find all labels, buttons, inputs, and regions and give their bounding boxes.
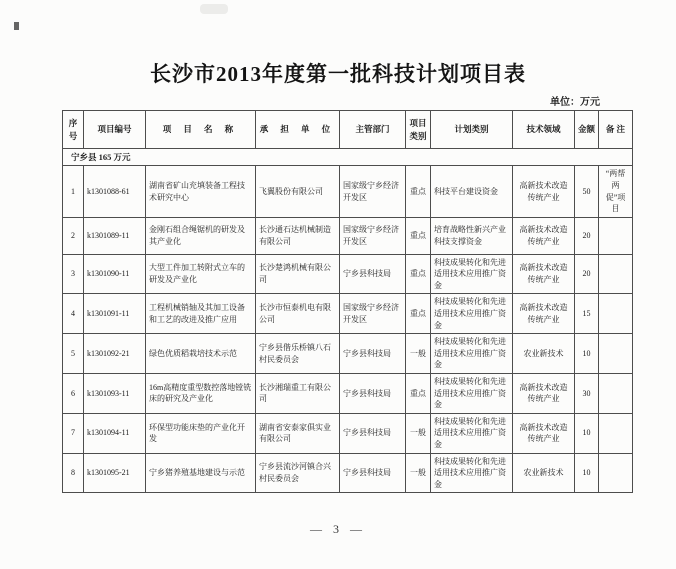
cell-seq: 1 xyxy=(63,166,84,217)
cell-amount: 10 xyxy=(575,413,599,453)
cell-authority: 宁乡县科技局 xyxy=(340,453,406,493)
cell-project-no: k1301091-11 xyxy=(84,294,146,334)
table-row xyxy=(63,374,633,414)
cell-authority: 国家级宁乡经济开发区 xyxy=(340,294,406,334)
cell-undertaker: 宁乡县流沙河镇合兴村民委员会 xyxy=(256,453,340,493)
cell-authority: 宁乡县科技局 xyxy=(340,254,406,294)
header-project-no: 项目编号 xyxy=(84,111,146,149)
cell-project-no: k1301090-11 xyxy=(84,254,146,294)
page-title: 长沙市2013年度第一批科技计划项目表 xyxy=(150,62,526,86)
header-seq: 序号 xyxy=(63,111,84,149)
scan-smudge-artifact xyxy=(200,4,228,14)
section-row xyxy=(63,149,633,166)
header-plan-category: 计划类别 xyxy=(431,111,513,149)
cell-project-type: 重点 xyxy=(406,217,431,254)
cell-project-type: 一般 xyxy=(406,413,431,453)
cell-plan-category: 培育战略性新兴产业科技支撑资金 xyxy=(431,217,513,254)
cell-project-type: 一般 xyxy=(406,334,431,374)
cell-plan-category: 科技成果转化和先进适用技术应用推广资金 xyxy=(431,413,513,453)
section-label: 宁乡县 165 万元 xyxy=(63,149,633,166)
table-row xyxy=(63,453,633,493)
cell-amount: 30 xyxy=(575,374,599,414)
cell-amount: 15 xyxy=(575,294,599,334)
cell-tech-field: 农业新技术 xyxy=(513,334,575,374)
header-tech-field: 技术领域 xyxy=(513,111,575,149)
cell-authority: 宁乡县科技局 xyxy=(340,413,406,453)
cell-remark xyxy=(599,334,633,374)
cell-project-name: 金刚石组合绳锯机的研发及其产业化 xyxy=(146,217,256,254)
cell-plan-category: 科技成果转化和先进适用技术应用推广资金 xyxy=(431,254,513,294)
cell-project-no: k1301094-11 xyxy=(84,413,146,453)
cell-remark xyxy=(599,217,633,254)
cell-project-name: 工程机械销轴及其加工设备和工艺的改进及推广应用 xyxy=(146,294,256,334)
table-header-row xyxy=(63,111,633,149)
cell-undertaker: 长沙市恒泰机电有限公司 xyxy=(256,294,340,334)
scan-speck-artifact xyxy=(14,22,19,30)
cell-project-no: k1301095-21 xyxy=(84,453,146,493)
cell-amount: 20 xyxy=(575,217,599,254)
cell-seq: 7 xyxy=(63,413,84,453)
cell-tech-field: 高新技术改造传统产业 xyxy=(513,166,575,217)
cell-plan-category: 科技平台建设资金 xyxy=(431,166,513,217)
project-table xyxy=(62,110,633,493)
cell-tech-field: 高新技术改造传统产业 xyxy=(513,294,575,334)
cell-remark xyxy=(599,413,633,453)
cell-project-no: k1301092-21 xyxy=(84,334,146,374)
table-row xyxy=(63,334,633,374)
cell-project-type: 重点 xyxy=(406,166,431,217)
cell-remark xyxy=(599,254,633,294)
cell-project-no: k1301088-61 xyxy=(84,166,146,217)
table-row xyxy=(63,254,633,294)
cell-amount: 10 xyxy=(575,453,599,493)
cell-project-name: 大型工件加工转附式立车的研发及产业化 xyxy=(146,254,256,294)
cell-remark xyxy=(599,453,633,493)
header-project-type: 项目类别 xyxy=(406,111,431,149)
project-table-wrapper xyxy=(62,110,629,493)
table-row xyxy=(63,166,633,217)
cell-amount: 50 xyxy=(575,166,599,217)
cell-seq: 8 xyxy=(63,453,84,493)
cell-project-name: 宁乡猪养殖基地建设与示范 xyxy=(146,453,256,493)
cell-amount: 10 xyxy=(575,334,599,374)
cell-seq: 4 xyxy=(63,294,84,334)
cell-authority: 国家级宁乡经济开发区 xyxy=(340,166,406,217)
table-row xyxy=(63,413,633,453)
header-authority: 主管部门 xyxy=(340,111,406,149)
cell-undertaker: 长沙楚鸿机械有限公司 xyxy=(256,254,340,294)
cell-project-name: 湖南省矿山充填装备工程技术研究中心 xyxy=(146,166,256,217)
header-amount: 金额 xyxy=(575,111,599,149)
cell-seq: 6 xyxy=(63,374,84,414)
header-remark: 备 注 xyxy=(599,111,633,149)
cell-plan-category: 科技成果转化和先进适用技术应用推广资金 xyxy=(431,453,513,493)
cell-remark xyxy=(599,294,633,334)
cell-project-type: 一般 xyxy=(406,453,431,493)
cell-seq: 3 xyxy=(63,254,84,294)
cell-tech-field: 高新技术改造传统产业 xyxy=(513,217,575,254)
cell-seq: 2 xyxy=(63,217,84,254)
cell-remark xyxy=(599,374,633,414)
cell-undertaker: 长沙湘瑞重工有限公司 xyxy=(256,374,340,414)
cell-undertaker: 湖南省安泰家俱实业有限公司 xyxy=(256,413,340,453)
cell-plan-category: 科技成果转化和先进适用技术应用推广资金 xyxy=(431,374,513,414)
cell-project-type: 重点 xyxy=(406,374,431,414)
cell-project-name: 环保型功能床垫的产业化开发 xyxy=(146,413,256,453)
unit-note: 单位：万元 xyxy=(550,97,600,108)
cell-project-type: 重点 xyxy=(406,294,431,334)
cell-project-type: 重点 xyxy=(406,254,431,294)
cell-authority: 国家级宁乡经济开发区 xyxy=(340,217,406,254)
header-project-name: 项 目 名 称 xyxy=(146,111,256,149)
cell-amount: 20 xyxy=(575,254,599,294)
cell-remark: “两帮两促”项目 xyxy=(599,166,633,217)
cell-tech-field: 高新技术改造传统产业 xyxy=(513,374,575,414)
table-row xyxy=(63,294,633,334)
cell-undertaker: 宁乡县偕乐桥镇八石村民委员会 xyxy=(256,334,340,374)
cell-seq: 5 xyxy=(63,334,84,374)
cell-undertaker: 长沙通石达机械制造有限公司 xyxy=(256,217,340,254)
cell-project-name: 绿色优质稻栽培技术示范 xyxy=(146,334,256,374)
cell-project-no: k1301089-11 xyxy=(84,217,146,254)
page-number: — 3 — xyxy=(310,522,366,536)
header-undertaker: 承 担 单 位 xyxy=(256,111,340,149)
cell-tech-field: 高新技术改造传统产业 xyxy=(513,413,575,453)
cell-plan-category: 科技成果转化和先进适用技术应用推广资金 xyxy=(431,294,513,334)
cell-authority: 宁乡县科技局 xyxy=(340,374,406,414)
cell-plan-category: 科技成果转化和先进适用技术应用推广资金 xyxy=(431,334,513,374)
cell-tech-field: 高新技术改造传统产业 xyxy=(513,254,575,294)
cell-authority: 宁乡县科技局 xyxy=(340,334,406,374)
cell-project-no: k1301093-11 xyxy=(84,374,146,414)
cell-tech-field: 农业新技术 xyxy=(513,453,575,493)
cell-project-name: 16m高精度重型数控落地镗铣床的研究及产业化 xyxy=(146,374,256,414)
cell-undertaker: 飞翼股份有限公司 xyxy=(256,166,340,217)
table-row xyxy=(63,217,633,254)
